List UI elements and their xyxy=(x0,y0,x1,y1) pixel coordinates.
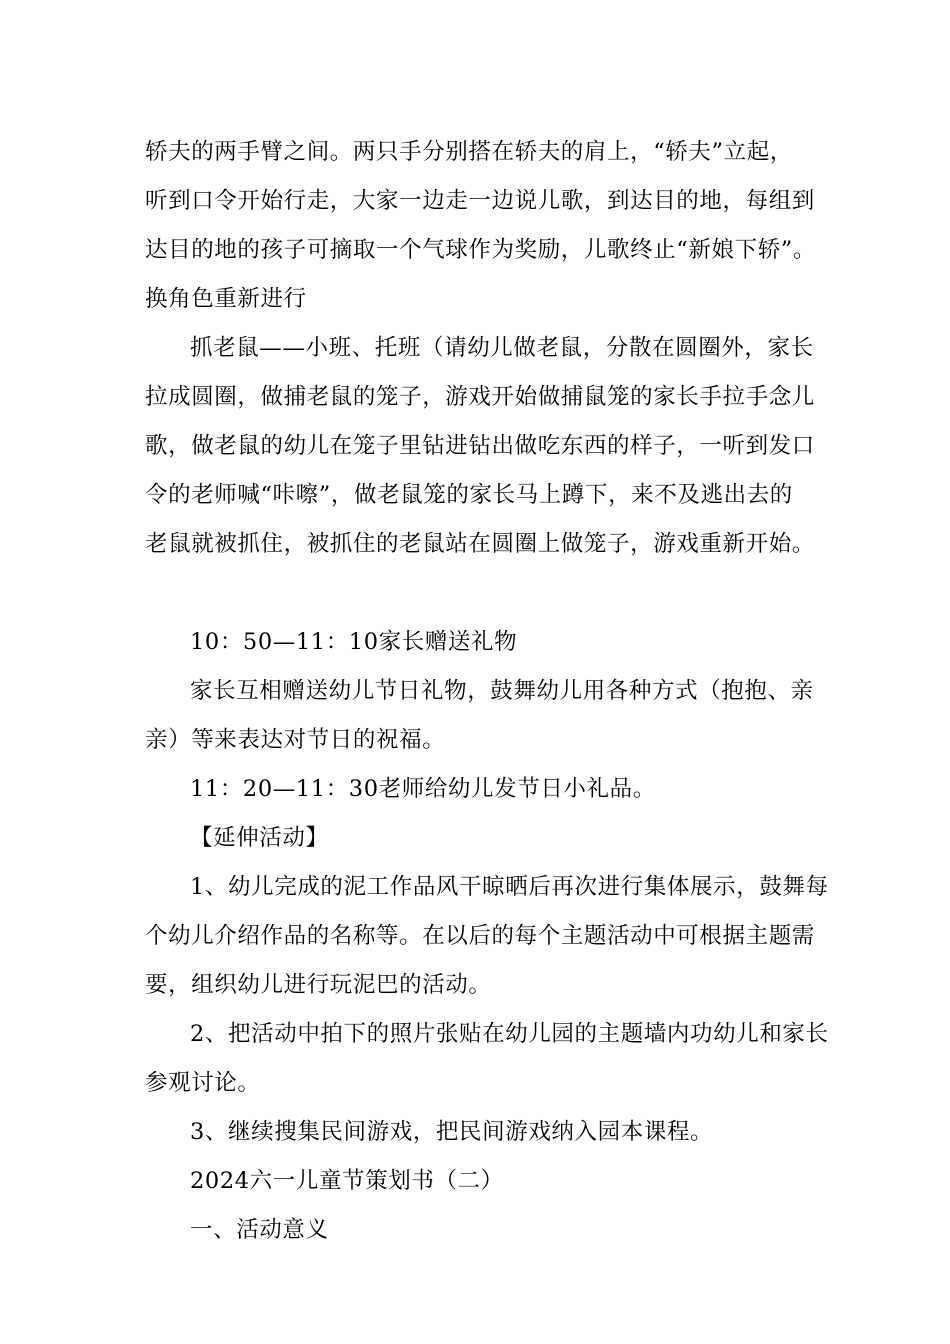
text-line: 3、继续搜集民间游戏，把民间游戏纳入园本课程。 xyxy=(190,1119,714,1145)
text-line: 歌，做老鼠的幼儿在笼子里钻进钻出做吃东西的样子，一听到发口 xyxy=(145,433,815,459)
schedule-item: 11：20—11：30老师给幼儿发节日小礼品。 xyxy=(190,776,656,802)
text-line: 听到口令开始行走，大家一边走一边说儿歌，到达目的地，每组到 xyxy=(145,188,815,214)
text-line: 抓老鼠——小班、托班（请幼儿做老鼠，分散在圆圈外，家长 xyxy=(190,335,814,361)
text-line: 老鼠就被抓住，被抓住的老鼠站在圆圈上做笼子，游戏重新开始。 xyxy=(145,531,815,557)
text-line: 要，组织幼儿进行玩泥巴的活动。 xyxy=(145,972,492,998)
section-heading: 【延伸活动】 xyxy=(190,825,329,851)
text-line: 换角色重新进行 xyxy=(145,286,307,312)
text-line: 2、把活动中拍下的照片张贴在幼儿园的主题墙内功幼儿和家长 xyxy=(190,1021,829,1047)
text-line: 拉成圆圈，做捕老鼠的笼子，游戏开始做捕鼠笼的家长手拉手念儿 xyxy=(145,384,815,410)
text-line: 令的老师喊“咔嚓”，做老鼠笼的家长马上蹲下，来不及逃出去的 xyxy=(145,482,793,508)
document-title: 2024六一儿童节策划书（二） xyxy=(190,1168,504,1194)
text-line: 亲）等来表达对节日的祝福。 xyxy=(145,727,446,753)
text-line: 个幼儿介绍作品的名称等。在以后的每个主题活动中可根据主题需 xyxy=(145,923,815,949)
schedule-item: 10：50—11：10家长赠送礼物 xyxy=(190,629,518,655)
text-line: 参观讨论。 xyxy=(145,1070,261,1096)
text-line: 家长互相赠送幼儿节日礼物，鼓舞幼儿用各种方式（抱抱、亲 xyxy=(190,678,814,704)
text-line: 1、幼儿完成的泥工作品风干晾晒后再次进行集体展示，鼓舞每 xyxy=(190,874,829,900)
text-line: 轿夫的两手臂之间。两只手分别搭在轿夫的肩上，“轿夫”立起， xyxy=(145,139,793,165)
section-heading: 一、活动意义 xyxy=(190,1217,329,1243)
text-line: 达目的地的孩子可摘取一个气球作为奖励，儿歌终止“新娘下轿”。 xyxy=(145,237,817,263)
